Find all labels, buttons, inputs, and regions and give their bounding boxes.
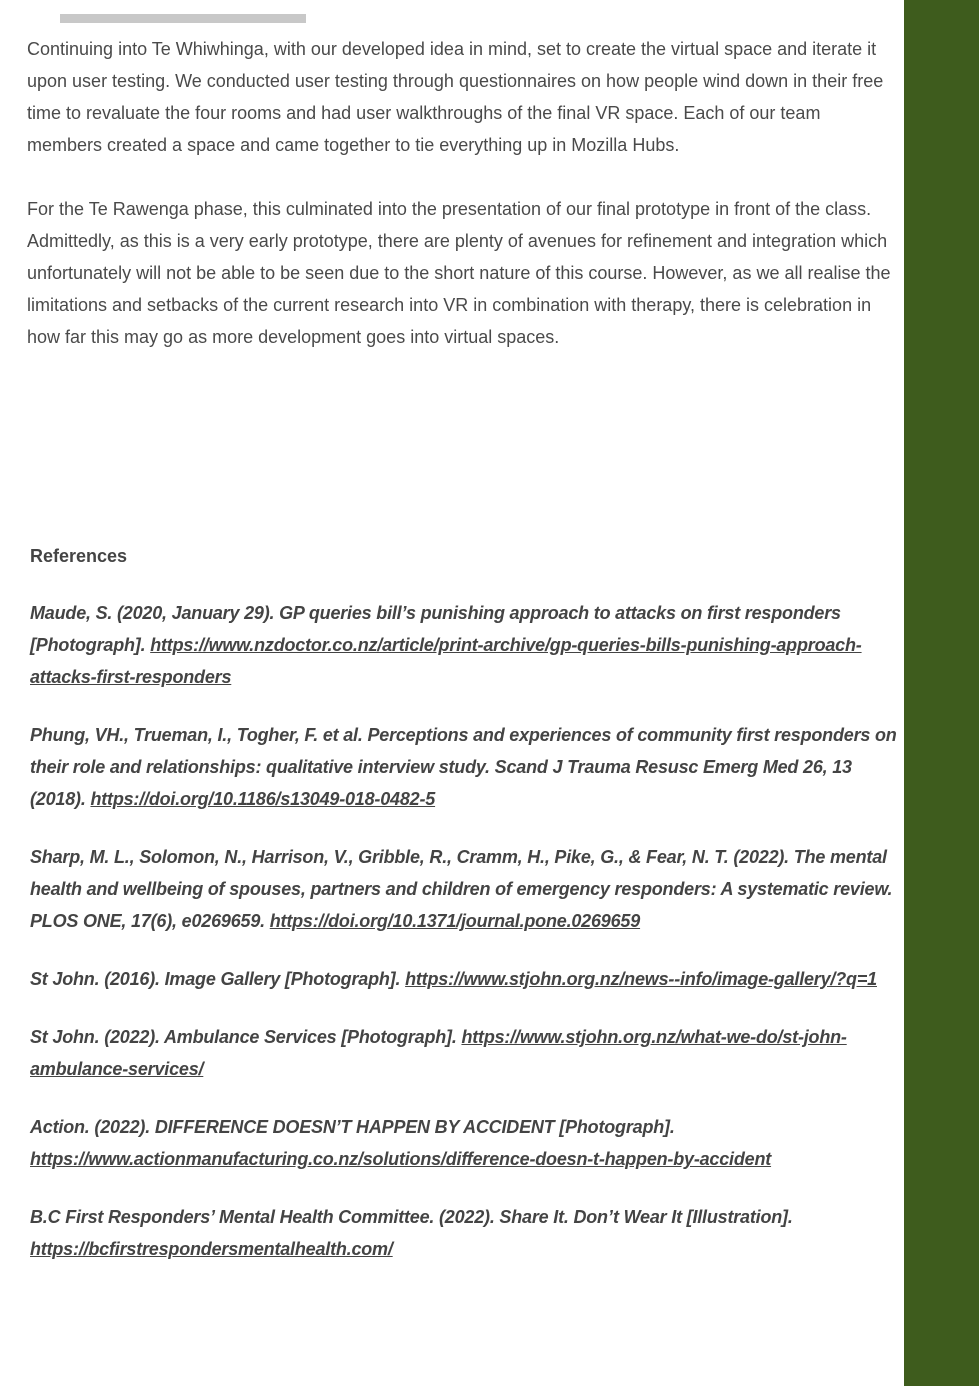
top-divider-bar — [60, 14, 306, 23]
reference-item — [30, 963, 898, 995]
reference-link[interactable]: https://www.nzdoctor.co.nz/article/print-archive/gp-queries-bills-punishing-approach-attacks-first-responders — [30, 635, 862, 687]
reference-text: St John. (2022). Ambulance Services [Photograph]. — [30, 1027, 462, 1047]
reference-text: Action. (2022). DIFFERENCE DOESN’T HAPPEN BY ACCIDENT [Photograph]. — [30, 1117, 675, 1137]
reference-text: Maude, S. (2020, January 29). GP queries bill’s punishing approach to attacks on first responders [Photograph]. — [30, 603, 841, 655]
reference-link[interactable]: https://doi.org/10.1371/journal.pone.0269659 — [269, 911, 641, 931]
reference-link[interactable]: https://doi.org/10.1186/s13049-018-0482-5 — [90, 789, 436, 809]
reference-item — [30, 841, 898, 937]
reference-link[interactable]: https://www.actionmanufacturing.co.nz/solutions/difference-doesn-t-happen-by-accident — [30, 1149, 772, 1169]
paragraph-te-rawenga: For the Te Rawenga phase, this culminated into the presentation of our final prototype in front of the class. Admittedly, as this is a very early prototype, there are plenty of avenues for refinement and integration which unfortunately will not be able to be seen due to the short nature of this course. However, as we all realise the limitations and setbacks of the current research into VR in combination with therapy, there is celebration in how far this may go as more development goes into virtual spaces. — [27, 199, 891, 347]
reference-link[interactable]: https://www.stjohn.org.nz/news--info/image-gallery/?q=1 — [405, 969, 877, 989]
references-heading: References — [30, 546, 128, 566]
reference-item — [30, 1111, 898, 1175]
reference-item — [30, 597, 898, 693]
reference-item — [30, 719, 898, 815]
green-sidebar — [904, 0, 979, 1386]
paragraph-te-whiwhinga: Continuing into Te Whiwhinga, with our developed idea in mind, set to create the virtual space and iterate it upon user testing. We conducted user testing through questionnaires on how people wind down in their free time to revaluate the four rooms and had user walkthroughs of the final VR space. Each of our team members created a space and came together to tie everything up in Mozilla Hubs. — [27, 39, 884, 155]
reference-text: B.C First Responders’ Mental Health Committee. (2022). Share It. Don’t Wear It [Illustration]. — [30, 1207, 793, 1227]
reference-item — [30, 1021, 898, 1085]
reference-item — [30, 1201, 898, 1265]
reference-link[interactable]: https://www.stjohn.org.nz/what-we-do/st-john-ambulance-services/ — [30, 1027, 847, 1079]
reference-link[interactable]: https://bcfirstrespondersmentalhealth.com/ — [30, 1239, 393, 1259]
reference-text: Phung, VH., Trueman, I., Togher, F. et al. Perceptions and experiences of community first responders on their role and relationships: qualitative interview study. Scand J Trauma Resusc Emerg Med 26, 13 (2018). — [30, 725, 897, 809]
body-text — [27, 33, 895, 353]
references-section — [30, 541, 898, 1265]
reference-text: St John. (2016). Image Gallery [Photograph]. — [30, 969, 406, 989]
reference-text: Sharp, M. L., Solomon, N., Harrison, V., Gribble, R., Cramm, H., Pike, G., & Fear, N. T. (2022). The mental health and wellbeing of spouses, partners and children of emergency responders: A systematic review. PLOS ONE, 17(6), e0269659. — [30, 847, 893, 931]
